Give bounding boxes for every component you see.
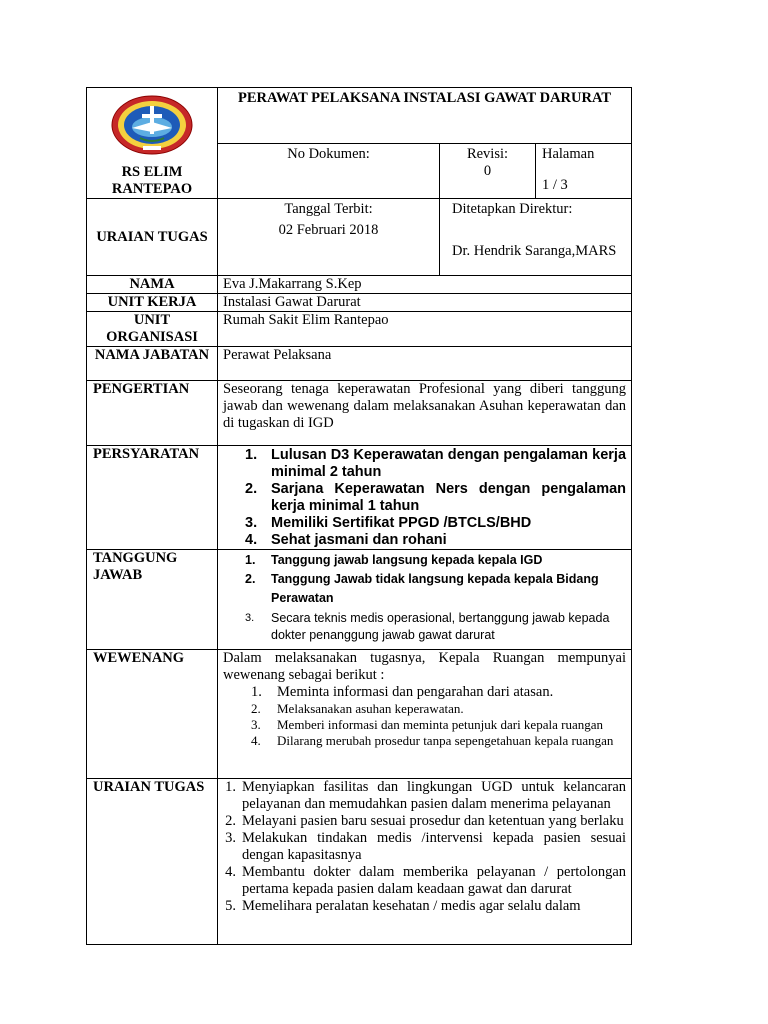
persyaratan-item: 4. Sehat jasmani dan rohani	[245, 532, 447, 548]
uraian-tugas-cell	[218, 779, 632, 945]
wewenang-item: 3. Memberi informasi dan meminta petunjuk dari kepala ruangan	[251, 717, 603, 732]
unit-organisasi-label: UNIT ORGANISASI	[87, 312, 218, 347]
pengertian-label: PENGERTIAN	[87, 381, 218, 446]
job-description-table	[86, 87, 632, 945]
hospital-logo	[110, 94, 194, 156]
unit-kerja-label: UNIT KERJA	[87, 294, 218, 312]
document-page	[86, 87, 631, 945]
logo-cell	[87, 88, 218, 199]
uraian-item: 4. Membantu dokter dalam memberika pelayanan / pertolongan pertama kepada pasien dalam keadaan gawat dan darurat	[225, 864, 627, 897]
wewenang-intro: Dalam melaksanakan tugasnya, Kepala Ruangan mempunyai wewenang sebagai berikut :	[223, 650, 627, 683]
persyaratan-item: 1. Lulusan D3 Keperawatan dengan pengalaman kerja minimal 2 tahun	[245, 447, 627, 480]
tanggung-item: 3. Secara teknis medis operasional, bertanggung jawab kepada dokter penanggung jawab gawat darurat	[245, 611, 610, 642]
wewenang-item: 4. Dilarang merubah prosedur tanpa sepengetahuan kepala ruangan	[251, 733, 614, 748]
revisi-value: 0	[483, 162, 492, 179]
no-dokumen-label: No Dokumen:	[218, 143, 440, 199]
ditetapkan-cell	[440, 199, 632, 276]
unit-organisasi-value: Rumah Sakit Elim Rantepao	[218, 312, 632, 347]
wewenang-item: 2. Melaksanakan asuhan keperawatan.	[251, 701, 464, 716]
persyaratan-cell	[218, 446, 632, 550]
wewenang-label: WEWENANG	[87, 650, 218, 779]
uraian-item: 3. Melakukan tindakan medis /intervensi kepada pasien sesuai dengan kapasitasnya	[225, 830, 627, 863]
halaman-cell	[536, 143, 632, 199]
document-title: PERAWAT PELAKSANA INSTALASI GAWAT DARURAT	[218, 88, 632, 144]
nama-jabatan-value: Perawat Pelaksana	[218, 347, 632, 381]
tanggal-cell	[218, 199, 440, 276]
uraian-item: 2. Melayani pasien baru sesuai prosedur dan ketentuan yang berlaku	[225, 813, 624, 829]
uraian-item: 1. Menyiapkan fasilitas dan lingkungan UGD untuk kelancaran pelayanan dan memudahkan pasien dalam menerima pelayanan	[225, 779, 627, 812]
wewenang-cell	[218, 650, 632, 779]
direktur-name: Dr. Hendrik Saranga,MARS	[452, 243, 617, 259]
nama-jabatan-label: NAMA JABATAN	[87, 347, 218, 381]
persyaratan-item: 2. Sarjana Keperawatan Ners dengan pengalaman kerja minimal 1 tahun	[245, 481, 627, 514]
persyaratan-item: 3. Memiliki Sertifikat PPGD /BTCLS/BHD	[245, 515, 532, 531]
tanggung-jawab-cell	[218, 550, 632, 650]
halaman-label: Halaman	[542, 145, 595, 162]
nama-value: Eva J.Makarrang S.Kep	[218, 276, 632, 294]
revisi-cell	[440, 143, 536, 199]
persyaratan-label: PERSYARATAN	[87, 446, 218, 550]
hospital-name: RS ELIM RANTEPAO	[111, 164, 193, 197]
unit-kerja-value: Instalasi Gawat Darurat	[218, 294, 632, 312]
section-label: URAIAN TUGAS	[87, 199, 218, 276]
tanggal-value: 02 Februari 2018	[278, 222, 379, 238]
nama-label: NAMA	[87, 276, 218, 294]
uraian-item: 5. Memelihara peralatan kesehatan / medis agar selalu dalam	[225, 898, 581, 914]
revisi-label: Revisi:	[466, 145, 509, 162]
tanggung-item: 2. Tanggung Jawab tidak langsung kepada kepala Bidang Perawatan	[245, 572, 599, 605]
wewenang-item: 1. Meminta informasi dan pengarahan dari atasan.	[251, 684, 554, 700]
ditetapkan-label: Ditetapkan Direktur:	[452, 201, 573, 217]
uraian-tugas-label: URAIAN TUGAS	[87, 779, 218, 945]
tanggal-label: Tanggal Terbit:	[284, 201, 373, 217]
halaman-value: 1 / 3	[542, 176, 568, 193]
pengertian-value: Seseorang tenaga keperawatan Profesional yang diberi tanggung jawab dan wewenang dalam melaksanakan Asuhan keperawatan dan di tugaskan di IGD	[218, 381, 632, 446]
tanggung-jawab-label: TANGGUNG JAWAB	[87, 550, 218, 650]
tanggung-item: 1. Tanggung jawab langsung kepada kepala IGD	[245, 553, 543, 567]
